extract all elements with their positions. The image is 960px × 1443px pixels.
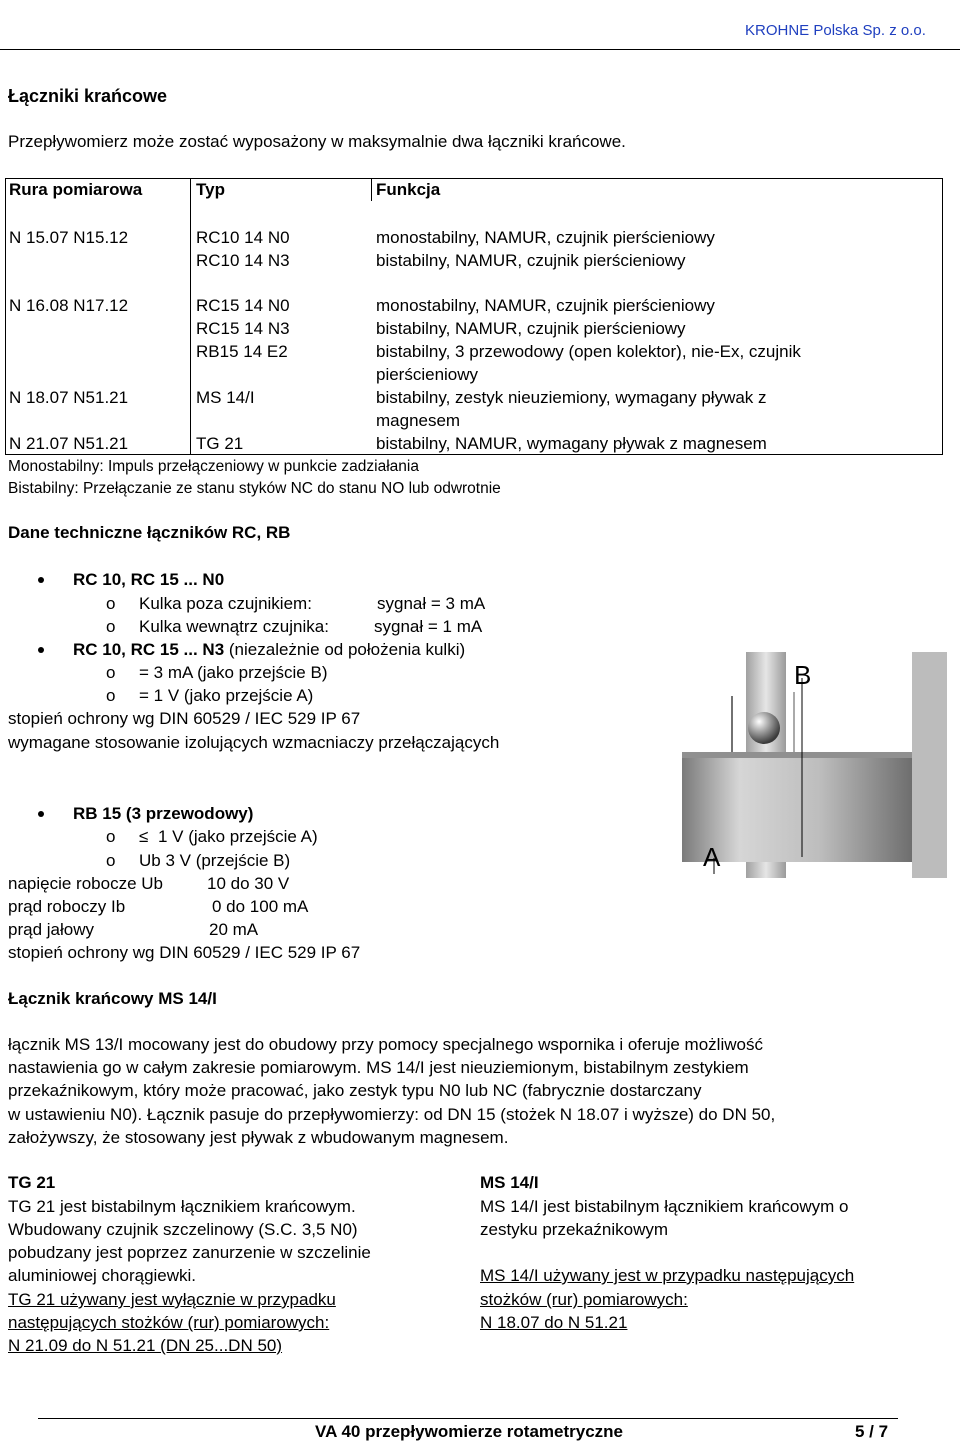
bullet-dot-1 <box>38 577 44 583</box>
table-note-monostable: Monostabilny: Impuls przełączeniowy w punkcie zadziałania <box>8 458 419 475</box>
idle-current-label: prąd jałowy <box>8 920 94 939</box>
ms-paragraph-line-1: łącznik MS 13/I mocowany jest do obudowy przy pomocy specjalnego wspornika i oferuje możliwość <box>8 1035 763 1054</box>
bullet-dot-3 <box>38 811 44 817</box>
table-row-2-type-1: RC15 14 N0 <box>196 296 290 315</box>
figure-label-b: B <box>794 660 812 690</box>
tg-line-2: Wbudowany czujnik szczelinowy (S.C. 3,5 N0) <box>8 1220 358 1239</box>
sub-bullet-o: o <box>106 663 116 682</box>
bullet-dot-2 <box>38 647 44 653</box>
table-row-3-function-2: magnesem <box>376 411 461 430</box>
ms-paragraph-line-2: nastawienia go w całym zakresie pomiarowym. MS 14/I jest nieuziemionym, bistabilnym zestykiem <box>8 1058 749 1077</box>
ms-section-title: Łącznik krańcowy MS 14/I <box>8 989 217 1008</box>
ms-paragraph-line-3: przekaźnikowym, który może pracować, jako zestyk typu N0 lub NC (fabrycznie dostarczany <box>8 1081 702 1100</box>
tg-usage-line-3: N 21.09 do N 51.21 (DN 25...DN 50) <box>8 1336 283 1355</box>
table-row-2-type-3: RB15 14 E2 <box>196 342 288 361</box>
table-row-2-pipe: N 16.08 N17.12 <box>9 296 129 315</box>
ms2-line-2: zestyku przekaźnikowym <box>480 1220 669 1239</box>
ms-paragraph-line-5: założywszy, że stosowany jest pływak z wbudowanym magnesem. <box>8 1128 509 1147</box>
tg-line-1: TG 21 jest bistabilnym łącznikiem krańcowym. <box>8 1197 356 1216</box>
ms2-usage-line-2: stożków (rur) pomiarowych: <box>480 1290 688 1309</box>
table-note-bistable: Bistabilny: Przełączanie ze stanu styków NC do stanu NO lub odwrotnie <box>8 480 501 497</box>
tg-title: TG 21 <box>8 1173 56 1192</box>
footer-title: VA 40 przepływomierze rotametryczne <box>315 1422 624 1441</box>
operating-current-value: 0 do 100 mA <box>212 897 309 916</box>
table-row-4-function-1: bistabilny, NAMUR, wymagany pływak z magnesem <box>376 434 767 453</box>
ms-paragraph-line-4: w ustawieniu N0). Łącznik pasuje do przepływomierzy: od DN 15 (stożek N 18.07 i wyższe) do DN 50, <box>8 1105 776 1124</box>
ball-outside-value: sygnał = 3 mA <box>377 594 486 613</box>
idle-current-value: 20 mA <box>209 920 259 939</box>
operating-voltage-value: 10 do 30 V <box>207 874 290 893</box>
ms2-usage-line-1: MS 14/I używany jest w przypadku następujących <box>480 1266 855 1285</box>
ball-outside-label: Kulka poza czujnikiem: <box>139 594 312 613</box>
table-col-divider-1 <box>190 179 191 455</box>
tg-line-4: aluminiowej chorągiewki. <box>8 1266 197 1285</box>
sub-bullet-o: o <box>106 617 116 636</box>
ms2-title: MS 14/I <box>480 1173 539 1192</box>
table-row-1-type-2: RC10 14 N3 <box>196 251 290 270</box>
table-row-1-type-1: RC10 14 N0 <box>196 228 290 247</box>
bullet-rc-n3: RC 10, RC 15 ... N3 (niezależnie od położenia kulki) <box>73 640 466 659</box>
ms2-line-1: MS 14/I jest bistabilnym łącznikiem krańcowym o <box>480 1197 849 1216</box>
n3-current-b: = 3 mA (jako przejście B) <box>139 663 328 682</box>
ball-inside-value: sygnał = 1 mA <box>374 617 483 636</box>
isolation-amplifier-line: wymagane stosowanie izolujących wzmacniaczy przełączających <box>8 733 500 752</box>
table-row-2-function-2: bistabilny, NAMUR, czujnik pierścieniowy <box>376 319 686 338</box>
table-row-3-type-1: MS 14/I <box>196 388 255 407</box>
table-row-4-pipe: N 21.07 N51.21 <box>9 434 129 453</box>
section-title-limit-switches: Łączniki krańcowe <box>8 86 168 106</box>
intro-text: Przepływomierz może zostać wyposażony w maksymalnie dwa łączniki krańcowe. <box>8 132 626 151</box>
rb15-voltage-b: Ub 3 V (przejście B) <box>139 851 291 870</box>
figure-label-a: A <box>703 842 721 872</box>
table-row-2-function-4: pierścieniowy <box>376 365 479 384</box>
operating-voltage-label: napięcie robocze Ub <box>8 874 163 893</box>
sub-bullet-o: o <box>106 686 116 705</box>
company-name: KROHNE Polska Sp. z o.o. <box>745 22 926 39</box>
tg-usage-line-2: następujących stożków (rur) pomiarowych: <box>8 1313 330 1332</box>
n3-voltage-a: = 1 V (jako przejście A) <box>139 686 314 705</box>
table-row-2-function-1: monostabilny, NAMUR, czujnik pierścieniowy <box>376 296 715 315</box>
protection-class-line-1: stopień ochrony wg DIN 60529 / IEC 529 IP 67 <box>8 709 361 728</box>
tg-usage-line-1: TG 21 używany jest wyłącznie w przypadku <box>8 1290 336 1309</box>
table-col-divider-2-top <box>371 179 372 201</box>
sub-bullet-o: o <box>106 827 116 846</box>
table-header-function: Funkcja <box>376 180 441 199</box>
table-row-1-function-2: bistabilny, NAMUR, czujnik pierścieniowy <box>376 251 686 270</box>
table-row-1-function-1: monostabilny, NAMUR, czujnik pierścieniowy <box>376 228 715 247</box>
table-row-3-function-1: bistabilny, zestyk nieuziemiony, wymagany pływak z <box>376 388 767 407</box>
table-row-2-type-2: RC15 14 N3 <box>196 319 290 338</box>
bullet-rb15: RB 15 (3 przewodowy) <box>73 804 254 823</box>
ms2-usage-line-3: N 18.07 do N 51.21 <box>480 1313 628 1332</box>
tech-section-title: Dane techniczne łączników RC, RB <box>8 523 291 542</box>
protection-class-line-2: stopień ochrony wg DIN 60529 / IEC 529 IP 67 <box>8 943 361 962</box>
sub-bullet-o: o <box>106 851 116 870</box>
bullet-rc-n0: RC 10, RC 15 ... N0 <box>73 570 225 589</box>
header-rule <box>0 49 960 50</box>
table-header-pipe: Rura pomiarowa <box>9 180 143 199</box>
table-row-4-type-1: TG 21 <box>196 434 244 453</box>
operating-current-label: prąd roboczy Ib <box>8 897 126 916</box>
sub-bullet-o: o <box>106 594 116 613</box>
footer-rule <box>38 1418 898 1419</box>
ball-inside-label: Kulka wewnątrz czujnika: <box>139 617 329 636</box>
table-header-type: Typ <box>196 180 225 199</box>
table-row-3-pipe: N 18.07 N51.21 <box>9 388 129 407</box>
tg-line-3: pobudzany jest poprzez zanurzenie w szczelinie <box>8 1243 371 1262</box>
page-number: 5 / 7 <box>855 1422 889 1441</box>
less-equal-icon: ≤ <box>139 827 149 846</box>
rb15-voltage-a: 1 V (jako przejście A) <box>158 827 318 846</box>
table-row-1-pipe: N 15.07 N15.12 <box>9 228 129 247</box>
table-row-2-function-3: bistabilny, 3 przewodowy (open kolektor), nie-Ex, czujnik <box>376 342 801 361</box>
